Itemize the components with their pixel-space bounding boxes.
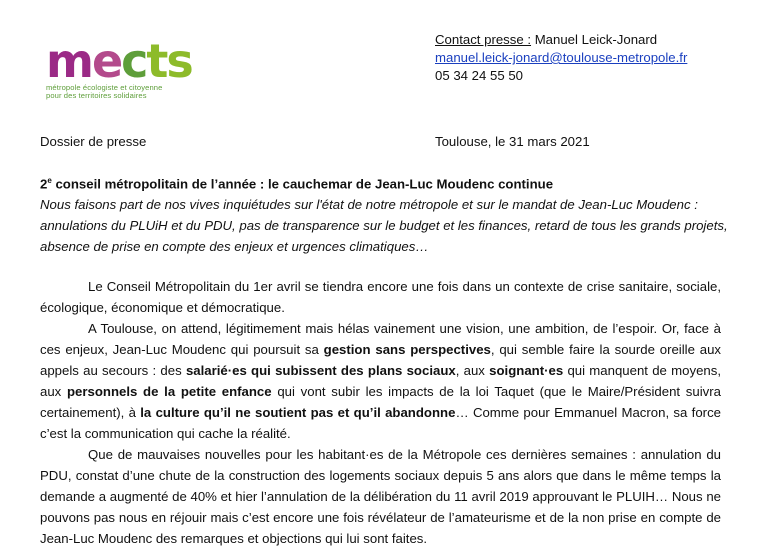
paragraph-3: Que de mauvaises nouvelles pour les habitant·es de la Métropole ces dernières semaines : annulation du PDU, constat d’une chute de la construction des logements sociaux depuis 5 ans alors que dans le même temps la demande a augmenté de 40% et hier l’annulation de la délibération du 11 avril 2019 approuvant le PLUIH… Nous ne pouvons pas nous en réjouir mais c’est encore une fois révélateur de l’amateurisme et de la non prise en compte de Jean-Luc Moudenc des remarques et objections qui lui sont faites. xyxy=(40,447,721,546)
logo-wordmark: mects xyxy=(46,34,192,88)
press-contact xyxy=(435,31,687,85)
press-release-title: 2e conseil métropolitain de l’année : le cauchemar de Jean-Luc Moudenc continue xyxy=(40,176,554,192)
paragraph-2: A Toulouse, on attend, légitimement mais hélas vainement une vision, une ambition, de l’espoir. Or, face à ces enjeux, Jean-Luc Moudenc qui poursuit sa gestion sans perspectives, qui semble faire la sourde oreille aux appels au secours : des salarié·es qui subissent des plans sociaux, aux soignant·es qui manquent de moyens, aux personnels de la petite enfance qui vont subir les impacts de la loi Taquet (que le Maire/Président suivra certainement), à la culture qu’il ne soutient pas et qu’il abandonne… Comme pour Emmanuel Macron, sa force c’est la communication qui cache la réalité. xyxy=(40,321,722,441)
intro-summary: Nous faisons part de nos vives inquiétudes sur l'état de notre métropole et sur le mandat de Jean-Luc Moudenc : annulations du PLUiH et du PDU, pas de transparence sur le budget et les finances, retard de tous les grands projets, absence de prise en compte des enjeux et urgences climatiques… xyxy=(40,197,728,254)
contact-name: Manuel Leick-Jonard xyxy=(531,32,658,47)
logo-tagline: métropole écologiste et citoyenne pour des territoires solidaires xyxy=(46,83,163,100)
body-text xyxy=(40,276,721,549)
place-date: Toulouse, le 31 mars 2021 xyxy=(435,134,590,149)
paragraph-1: Le Conseil Métropolitain du 1er avril se tiendra encore une fois dans un contexte de crise sanitaire, sociale, écologique, économique et démocratique. xyxy=(40,279,721,315)
document-type: Dossier de presse xyxy=(40,134,147,149)
mects-logo xyxy=(46,34,206,100)
contact-email-link[interactable]: manuel.leick-jonard@toulouse-metropole.fr xyxy=(435,50,688,65)
contact-label: Contact presse : xyxy=(435,32,532,47)
contact-phone: 05 34 24 55 50 xyxy=(435,68,523,83)
